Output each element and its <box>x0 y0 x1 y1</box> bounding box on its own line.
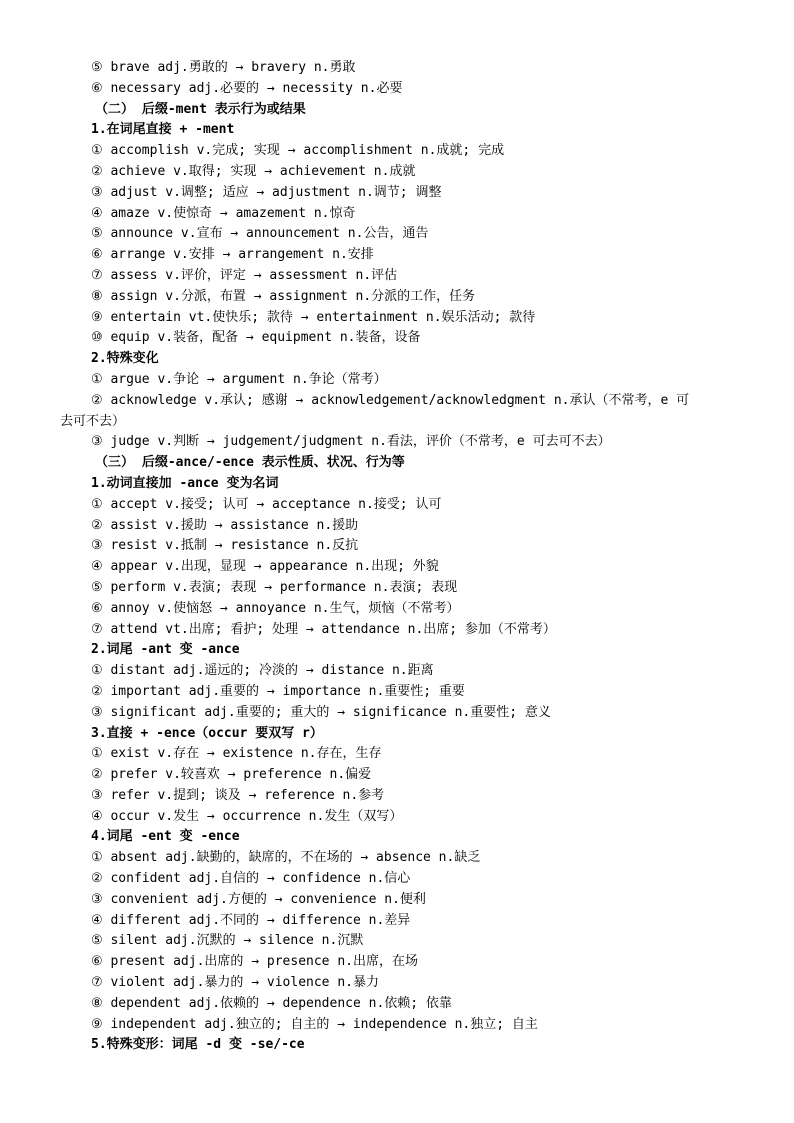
vocab-item: ⑥ annoy v.使恼怒 → annoyance n.生气，烦恼（不常考） <box>91 600 460 616</box>
vocab-item: ① accomplish v.完成; 实现 → accomplishment n.成就; 完成 <box>91 143 505 159</box>
vocab-item: ④ amaze v.使惊奇 → amazement n.惊奇 <box>91 205 356 221</box>
vocab-item: ① exist v.存在 → existence n.存在，生存 <box>91 746 382 762</box>
document-page <box>0 58 794 1056</box>
vocab-item: ③ resist v.抵制 → resistance n.反抗 <box>91 538 359 554</box>
vocab-item: ⑤ announce v.宣布 → announcement n.公告，通告 <box>91 226 429 242</box>
vocab-item: ① absent adj.缺勤的，缺席的，不在场的 → absence n.缺乏 <box>91 850 481 866</box>
vocab-item: ③ judge v.判断 → judgement/judgment n.看法，评价（不常考，e 可去可不去） <box>91 434 611 450</box>
vocab-item: ⑥ present adj.出席的 → presence n.出席，在场 <box>91 954 418 970</box>
vocab-item: ④ occur v.发生 → occurrence n.发生（双写） <box>91 808 403 824</box>
vocab-item: ⑤ silent adj.沉默的 → silence n.沉默 <box>91 933 364 949</box>
vocab-item-text: ② acknowledge v.承认; 感谢 → acknowledgement/acknowledgment n.承认（不常考，e 可 <box>91 392 690 408</box>
vocab-item: ② prefer v.较喜欢 → preference n.偏爱 <box>91 767 372 783</box>
vocab-item: ⑦ assess v.评价，评定 → assessment n.评估 <box>91 267 398 283</box>
vocab-item: ② achieve v.取得; 实现 → achievement n.成就 <box>91 163 416 179</box>
vocab-item-continuation: 去可不去） <box>60 413 126 429</box>
subsection-heading: 2.特殊变化 <box>91 351 159 367</box>
vocab-item: ① accept v.接受; 认可 → acceptance n.接受; 认可 <box>91 496 442 512</box>
vocab-item: ⑤ brave adj.勇敢的 → bravery n.勇敢 <box>91 60 356 75</box>
subsection-heading: 3.直接 + -ence（occur 要双写 r） <box>91 725 323 741</box>
subsection-heading: 1.在词尾直接 + -ment <box>91 122 235 138</box>
vocab-item: ③ adjust v.调整; 适应 → adjustment n.调节; 调整 <box>91 184 442 200</box>
vocab-item: ② confident adj.自信的 → confidence n.信心 <box>91 871 411 887</box>
vocab-item: ⑨ entertain vt.使快乐; 款待 → entertainment n.娱乐活动; 款待 <box>91 309 536 325</box>
vocab-item: ① distant adj.遥远的; 冷淡的 → distance n.距离 <box>91 663 434 679</box>
vocab-item: ⑦ violent adj.暴力的 → violence n.暴力 <box>91 975 379 991</box>
vocab-item: ③ significant adj.重要的; 重大的 → significance n.重要性; 意义 <box>91 704 551 720</box>
vocab-item: ③ convenient adj.方便的 → convenience n.便利 <box>91 891 426 907</box>
vocab-item: ② important adj.重要的 → importance n.重要性; 重要 <box>91 683 465 699</box>
subsection-heading: 2.词尾 -ant 变 -ance <box>91 642 240 658</box>
vocab-item: ② assist v.援助 → assistance n.援助 <box>91 517 359 533</box>
vocab-item: ⑨ independent adj.独立的; 自主的 → independence n.独立; 自主 <box>91 1016 538 1032</box>
section-heading: （二） 后缀-ment 表示行为或结果 <box>95 101 306 117</box>
subsection-heading: 1.动词直接加 -ance 变为名词 <box>91 475 279 491</box>
vocab-item: ④ different adj.不同的 → difference n.差异 <box>91 912 411 928</box>
vocab-item: ⑩ equip v.装备，配备 → equipment n.装备，设备 <box>91 330 421 346</box>
vocab-item: ⑦ attend vt.出席; 看护; 处理 → attendance n.出席; 参加（不常考） <box>91 621 556 637</box>
vocab-item: ⑤ perform v.表演; 表现 → performance n.表演; 表现 <box>91 579 458 595</box>
subsection-heading: 5.特殊变形：词尾 -d 变 -se/-ce <box>91 1037 305 1053</box>
vocab-item: ⑥ necessary adj.必要的 → necessity n.必要 <box>91 80 403 96</box>
vocab-item: ⑧ assign v.分派，布置 → assignment n.分派的工作，任务 <box>91 288 476 304</box>
vocab-item: ③ refer v.提到; 谈及 → reference n.参考 <box>91 787 385 803</box>
vocab-item-wrapped <box>0 391 794 433</box>
vocab-item: ④ appear v.出现，显现 → appearance n.出现; 外貌 <box>91 559 439 575</box>
vocab-item: ① argue v.争论 → argument n.争论（常考） <box>91 371 387 387</box>
vocab-item: ⑧ dependent adj.依赖的 → dependence n.依赖; 依靠 <box>91 995 452 1011</box>
subsection-heading: 4.词尾 -ent 变 -ence <box>91 829 240 845</box>
vocab-item: ⑥ arrange v.安排 → arrangement n.安排 <box>91 247 374 263</box>
section-heading: （三） 后缀-ance/-ence 表示性质、状况、行为等 <box>95 455 405 471</box>
